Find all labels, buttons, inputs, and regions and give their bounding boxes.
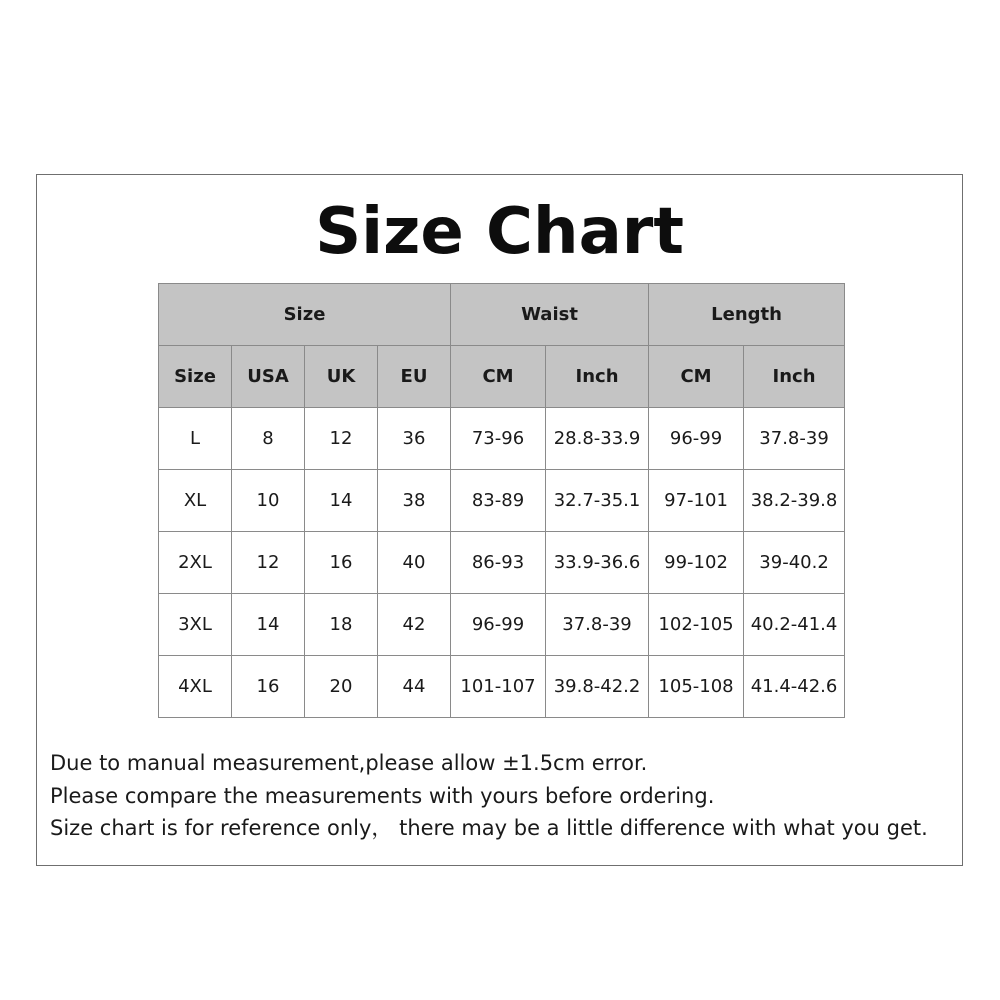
table-cell: 86-93 [451, 532, 546, 594]
group-header-length: Length [649, 284, 845, 346]
table-cell: 36 [378, 408, 451, 470]
table-row [159, 470, 845, 532]
table-cell: 42 [378, 594, 451, 656]
table-row [159, 656, 845, 718]
table-cell: 14 [232, 594, 305, 656]
table-cell: 16 [305, 532, 378, 594]
table-cell: 73-96 [451, 408, 546, 470]
table-cell: 33.9-36.6 [546, 532, 649, 594]
table-cell: 8 [232, 408, 305, 470]
note-line: Please compare the measurements with yours before ordering. [50, 783, 715, 808]
table-cell: 37.8-39 [546, 594, 649, 656]
table-cell: 37.8-39 [744, 408, 845, 470]
column-header-eu: EU [378, 346, 451, 408]
column-header-length-inch: Inch [744, 346, 845, 408]
column-header-uk: UK [305, 346, 378, 408]
table-column-header-row [159, 346, 845, 408]
table-cell: 44 [378, 656, 451, 718]
table-cell: 14 [305, 470, 378, 532]
note-line: Due to manual measurement,please allow ±1.5cm error. [50, 751, 648, 775]
table-cell: 18 [305, 594, 378, 656]
table-cell: 32.7-35.1 [546, 470, 649, 532]
table-cell: L [159, 408, 232, 470]
group-header-waist: Waist [451, 284, 649, 346]
table-cell: 2XL [159, 532, 232, 594]
table-row [159, 408, 845, 470]
table-cell: 99-102 [649, 532, 744, 594]
table-cell: XL [159, 470, 232, 532]
table-cell: 16 [232, 656, 305, 718]
group-header-size: Size [159, 284, 451, 346]
table-cell: 12 [305, 408, 378, 470]
table-cell: 28.8-33.9 [546, 408, 649, 470]
table-cell: 40.2-41.4 [744, 594, 845, 656]
column-header-waist-cm: CM [451, 346, 546, 408]
table-row [159, 594, 845, 656]
table-group-header-row [159, 284, 845, 346]
page-title: Size Chart [315, 195, 684, 269]
table-cell: 38 [378, 470, 451, 532]
column-header-length-cm: CM [649, 346, 744, 408]
table-cell: 41.4-42.6 [744, 656, 845, 718]
table-cell: 20 [305, 656, 378, 718]
table-cell: 39.8-42.2 [546, 656, 649, 718]
measurement-notes [50, 747, 928, 845]
table-cell: 96-99 [451, 594, 546, 656]
column-header-usa: USA [232, 346, 305, 408]
table-cell: 96-99 [649, 408, 744, 470]
table-row [159, 532, 845, 594]
table-cell: 4XL [159, 656, 232, 718]
table-cell: 83-89 [451, 470, 546, 532]
size-table [158, 283, 845, 718]
table-cell: 101-107 [451, 656, 546, 718]
column-header-size: Size [159, 346, 232, 408]
note-line: Size chart is for reference only， there may be a little difference with what you get. [50, 816, 928, 840]
table-cell: 105-108 [649, 656, 744, 718]
table-cell: 38.2-39.8 [744, 470, 845, 532]
table-cell: 12 [232, 532, 305, 594]
column-header-waist-inch: Inch [546, 346, 649, 408]
table-cell: 10 [232, 470, 305, 532]
table-cell: 97-101 [649, 470, 744, 532]
table-cell: 39-40.2 [744, 532, 845, 594]
table-cell: 102-105 [649, 594, 744, 656]
table-cell: 3XL [159, 594, 232, 656]
table-cell: 40 [378, 532, 451, 594]
